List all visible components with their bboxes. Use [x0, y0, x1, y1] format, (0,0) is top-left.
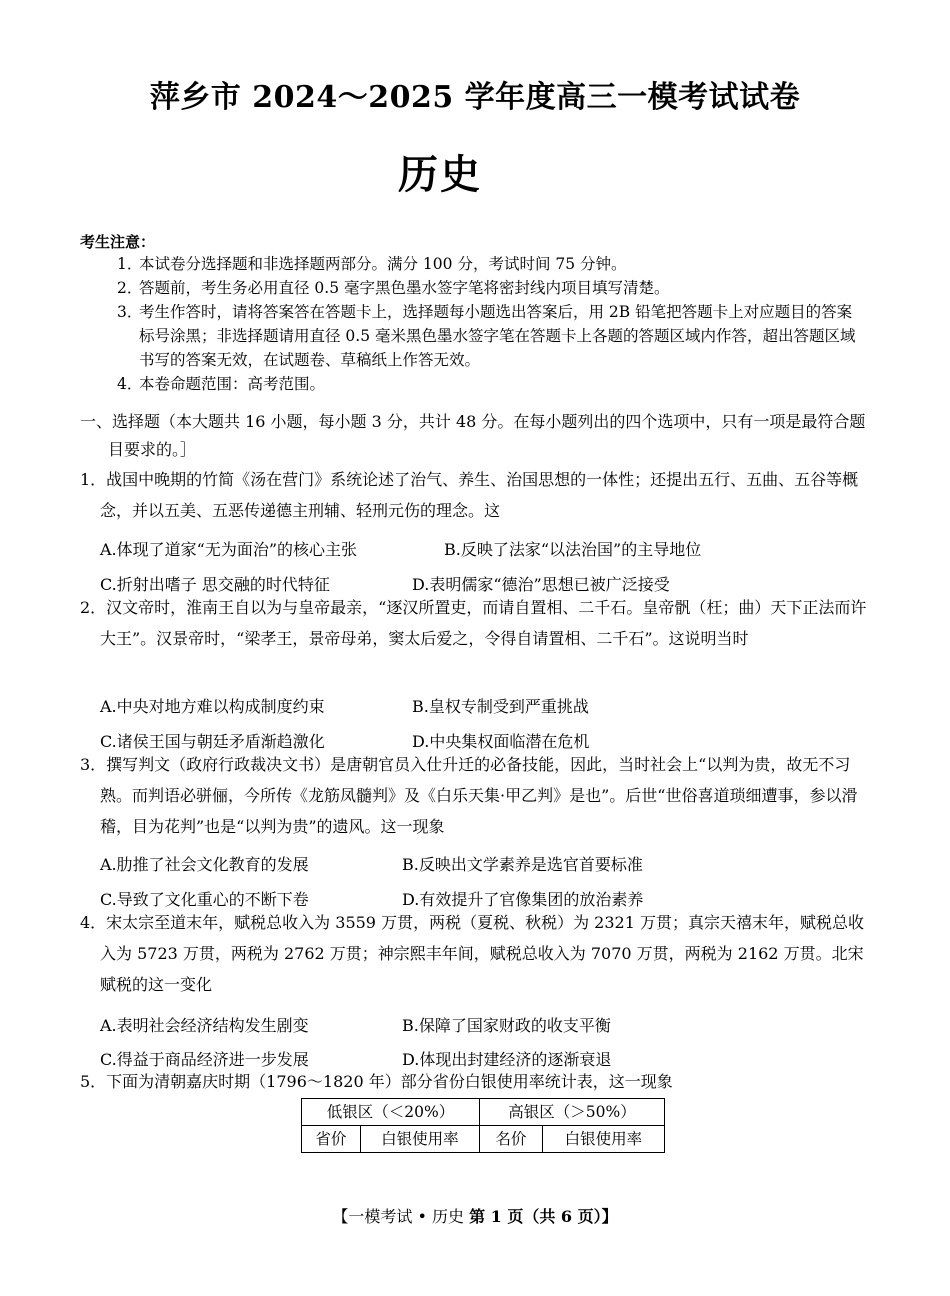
table-column-header: 名价 — [480, 1126, 543, 1153]
option-d: D.表明儒家“德治”思想已被广泛接受 — [412, 575, 670, 594]
option-c: C.得益于商品经济进一步发展 — [100, 1050, 309, 1069]
option-b: B.皇权专制受到严重挑战 — [412, 697, 589, 716]
notice-item-text: 答题前，考生务必用直径 0.5 毫字黑色墨水签字笔将密封线内项目填写清楚。 — [139, 279, 670, 297]
question-2 — [80, 592, 870, 654]
table-header-row — [302, 1099, 665, 1126]
question-stem: 3．撰写判文（政府行政裁决文书）是唐朝官员入仕升迁的必备技能，因此，当时社会上“以判为贵，故无不习熟。而判语必骈俪，今所传《龙筋凤髓判》及《白乐天集·甲乙判》是也”。后世“世俗喜道琐细遭事，参以滑稽，目为花判”也是“以判为贵”的遗风。这一现象 — [80, 755, 858, 836]
question-5 — [80, 1066, 870, 1097]
question-4 — [80, 907, 870, 1000]
notice-list — [117, 252, 867, 396]
section-heading-choice: 一、选择题（本大题共 16 小题，每小题 3 分，共计 48 分。在每小题列出的四个选项中，只有一项是最符合题目要求的。］ — [80, 412, 866, 459]
footer-page-number: 第 1 页（共 6 页）】 — [469, 1207, 618, 1226]
notice-item — [117, 252, 867, 276]
question-stem: 1．战国中晚期的竹简《汤在营门》系统论述了治气、养生、治国思想的一体性；还提出五行、五曲、五谷等概念，并以五美、五恶传递德主刑辅、轻刑元伤的理念。这 — [80, 470, 859, 520]
notice-item-number: 4． — [117, 375, 143, 393]
table-group-header: 低银区（＜20%） — [302, 1099, 480, 1126]
option-d: D.体现出封建经济的逐渐衰退 — [402, 1050, 612, 1069]
option-d: D.有效提升了官像集团的放治素养 — [402, 890, 644, 909]
footer-exam-label: 【一模考试 • 历史 — [332, 1207, 464, 1226]
table-group-header: 高银区（＞50%） — [480, 1099, 665, 1126]
subject-title: 历史 — [398, 151, 482, 198]
notice-item-number: 1． — [117, 255, 143, 273]
option-c: C.折射出嗜子 思交融的时代特征 — [100, 575, 330, 594]
option-c: C.导致了文化重心的不断下卷 — [100, 890, 309, 909]
notice-item-text: 本试卷分选择题和非选择题两部分。满分 100 分，考试时间 75 分钟。 — [139, 255, 627, 273]
page-footer — [0, 1206, 950, 1228]
silver-usage-table — [301, 1098, 665, 1153]
table-column-header: 白银使用率 — [360, 1126, 479, 1153]
question-stem: 2．汉文帝时，淮南王自以为与皇帝最亲，“逐汉所置吏，而请自置相、二千石。皇帝骪（枉；曲）天下正法而许大王”。汉景帝时，“梁孝王，景帝母弟，窦太后爱之，令得自请置相、二千石”。这说明当时 — [80, 598, 867, 648]
option-b: B.反映出文学素养是选官首要标准 — [402, 855, 643, 874]
option-a: A.表明社会经济结构发生剧变 — [100, 1016, 309, 1035]
exam-title: 萍乡市 2024～2025 学年度高三一模考试试卷 — [149, 80, 801, 115]
option-b: B.保障了国家财政的收支平衡 — [402, 1016, 611, 1035]
question-3 — [80, 749, 870, 842]
option-a: A.中央对地方难以构成制度约束 — [100, 697, 325, 716]
notice-item-number: 3． — [117, 303, 143, 321]
notice-item — [117, 372, 867, 396]
notice-heading: 考生注意： — [80, 233, 156, 251]
question-stem: 4．宋太宗至道末年，赋税总收入为 3559 万贯，两税（夏税、秋税）为 2321 万贯；真宗天禧末年，赋税总收入为 5723 万贯，两税为 2762 万贯；神宗熙丰年间，赋税总收入为 7070 万贯，两税为 2162 万贯。北宋赋税的这一变化 — [80, 913, 864, 994]
option-c: C.诸侯王国与朝廷矛盾渐趋激化 — [100, 732, 325, 751]
option-a: A.肋推了社会文化教育的发展 — [100, 855, 309, 874]
notice-item-text: 本卷命题范围：高考范围。 — [139, 375, 326, 393]
notice-item — [117, 276, 867, 300]
question-1 — [80, 464, 870, 526]
option-b: B.反映了法家“以法治国”的主导地位 — [444, 540, 702, 559]
notice-item — [117, 300, 867, 372]
table-column-header: 省价 — [302, 1126, 361, 1153]
option-d: D.中央集权面临潜在危机 — [412, 732, 590, 751]
table-column-header: 白银使用率 — [542, 1126, 664, 1153]
option-a: A.体现了道家“无为面治”的核心主张 — [100, 540, 358, 559]
notice-item-text: 考生作答时，请将答案答在答题卡上，选择题每小题选出答案后，用 2B 铅笔把答题卡上对应题目的答案标号涂黑；非选择题请用直径 0.5 毫米黑色墨水签字笔在答题卡上各题的答题区域内作答，超出答题区域书写的答案无效，在试题卷、草稿纸上作答无效。 — [139, 303, 856, 369]
notice-item-number: 2． — [117, 279, 143, 297]
question-stem: 5．下面为清朝嘉庆时期（1796～1820 年）部分省份白银使用率统计表，这一现象 — [80, 1072, 673, 1091]
table-column-row — [302, 1126, 665, 1153]
